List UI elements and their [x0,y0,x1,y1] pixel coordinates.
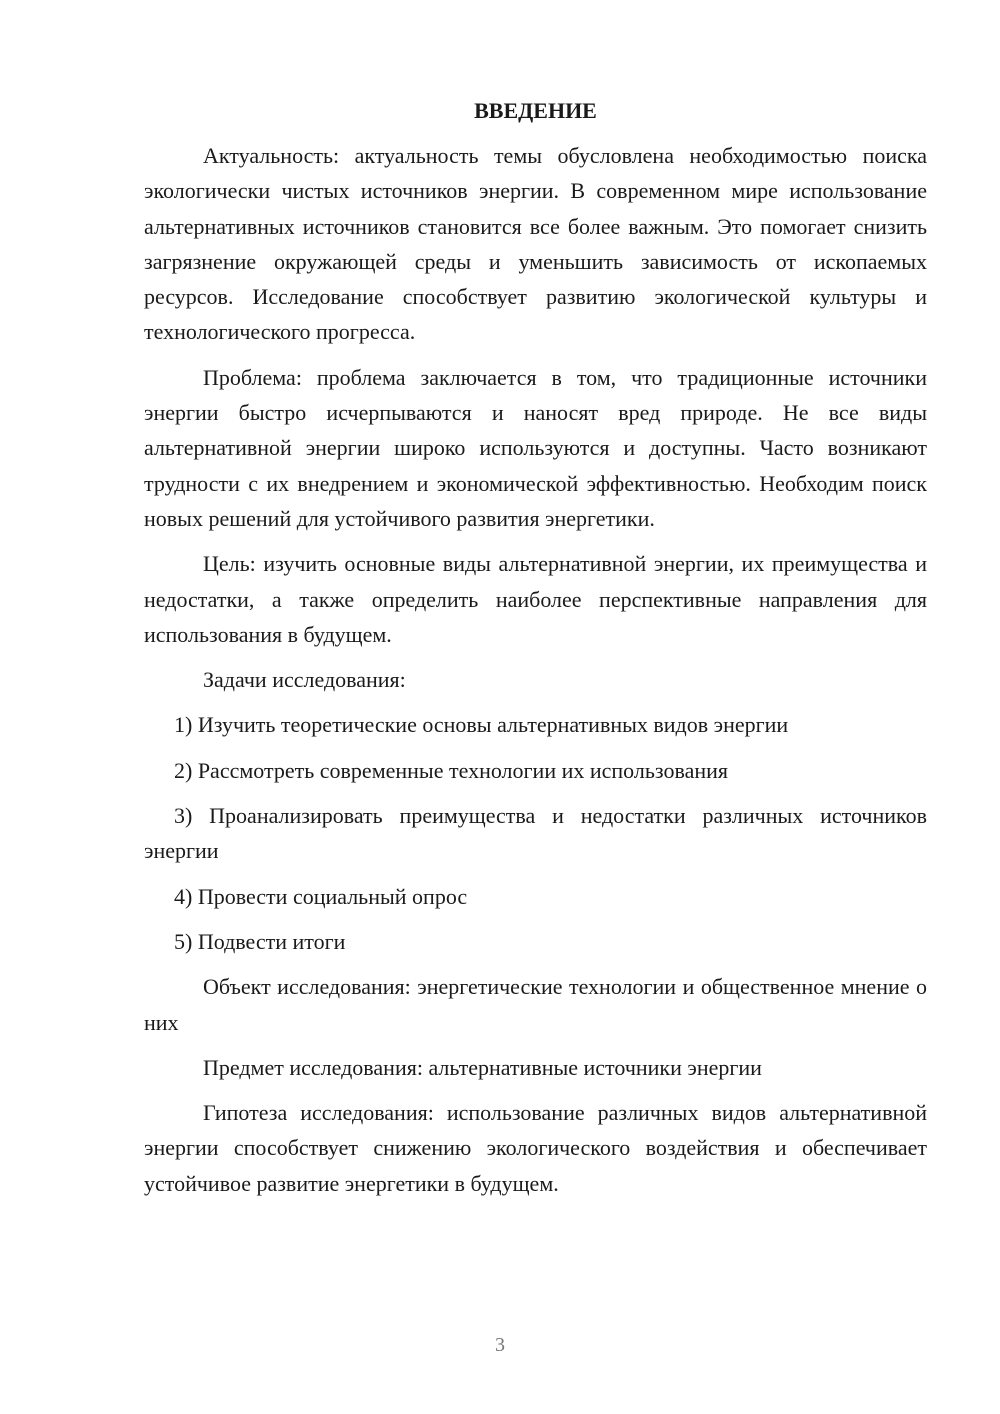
document-page [144,96,927,1211]
task-item: 4) Провести социальный опрос [174,883,468,909]
relevance-paragraph: Актуальность: актуальность темы обусловлена необходимостью поиска экологически чистых источников энергии. В современном мире использование альтернативных источников становится все более важным. Это помогает снизить загрязнение окружающей среды и уменьшить зависимость от ископаемых ресурсов. Исследование способствует развитию экологической культуры и технологического прогресса. [144,143,927,345]
problem-paragraph: Проблема: проблема заключается в том, что традиционные источники энергии быстро исчерпываются и наносят вред природе. Не все виды альтернативной энергии широко используются и доступны. Часто возникают трудности с их внедрением и экономической эффективностью. Необходим поиск новых решений для устойчивого развития энергетики. [144,364,927,531]
task-item: 3) Проанализировать преимущества и недостатки различных источников энергии [144,803,927,864]
page-number: 3 [495,1334,505,1356]
hypothesis-paragraph: Гипотеза исследования: использование различных видов альтернативной энергии способствует снижению экологического воздействия и обеспечивает устойчивое развитие энергетики в будущем. [144,1100,927,1196]
goal-paragraph: Цель: изучить основные виды альтернативной энергии, их преимущества и недостатки, а также определить наиболее перспективные направления для использования в будущем. [144,551,927,647]
task-item: 2) Рассмотреть современные технологии их использования [174,757,728,783]
tasks-heading: Задачи исследования: [203,667,406,693]
subject-paragraph: Предмет исследования: альтернативные источники энергии [203,1054,762,1080]
page-title: ВВЕДЕНИЕ [474,98,597,123]
task-item: 5) Подвести итоги [174,928,346,954]
object-paragraph: Объект исследования: энергетические технологии и общественное мнение о них [144,974,927,1035]
task-item: 1) Изучить теоретические основы альтернативных видов энергии [174,712,789,738]
